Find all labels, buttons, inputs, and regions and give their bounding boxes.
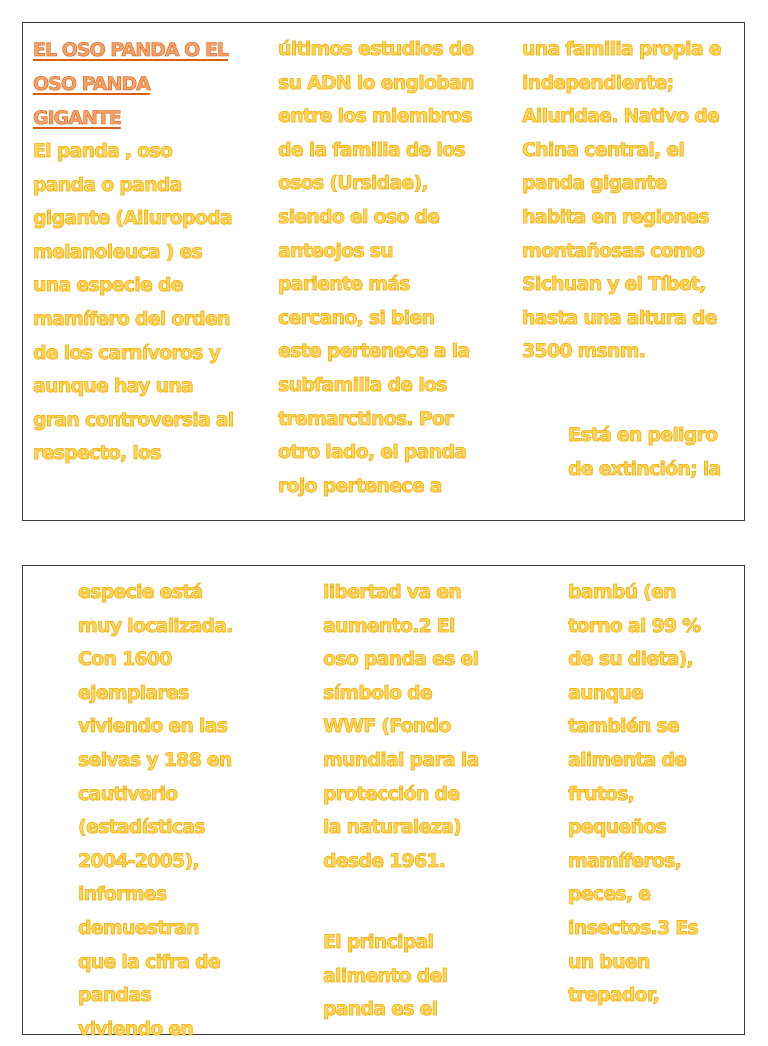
column-3-continuation <box>568 419 746 486</box>
paragraph-col1: El panda , oso panda o panda gigante (Ailuropoda melanoleuca ) es una especie de mamífero del orden de los carnívoros y aunque hay una gran controversia al respecto, los <box>33 140 234 465</box>
paragraph-col1: especie está muy localizada. Con 1600 ejemplares viviendo en las selvas y 188 en cautiverio (estadísticas 2004-2005), informes demuestran que la cifra de pandas viviendo en <box>78 581 233 1040</box>
column-2-continuation <box>323 926 503 1027</box>
paragraph-col3-end: Está en peligro de extinción; la <box>568 424 721 480</box>
column-3 <box>568 576 746 1013</box>
column-1 <box>33 33 261 471</box>
column-2 <box>323 576 503 878</box>
page-panel-2 <box>22 565 745 1040</box>
column-1 <box>78 576 258 1046</box>
page-panel-1 <box>22 22 745 521</box>
paragraph-col2: últimos estudios de su ADN lo engloban entre los miembros de la familia de los osos (Ursidae), siendo el oso de anteojos su pariente más cercano, si bien este pertenece a la subfamilia de los tremarctinos. Por otro lado, el panda rojo pertenece a <box>278 38 474 497</box>
paragraph-col3: bambú (en torno al 99 % de su dieta), aunque también se alimenta de frutos, pequeños mamíferos, peces, e insectos.3 Es un buen trepador, <box>568 581 701 1007</box>
paragraph-col3: una familia propia e independiente; Ailuridae. Nativo de China central, el panda gigante habita en regiones montañosas como Sichuan y el Tíbet, hasta una altura de 3500 msnm. <box>522 38 721 363</box>
column-3 <box>522 33 744 369</box>
paragraph-col2: libertad va en aumento.2 El oso panda es el símbolo de WWF (Fondo mundial para la protección de la naturaleza) desde 1961. <box>323 581 479 872</box>
document-title: EL OSO PANDA O EL OSO PANDA GIGANTE <box>33 39 229 129</box>
paragraph-col2-end: El principal alimento del panda es el <box>323 931 448 1021</box>
column-2 <box>278 33 500 503</box>
